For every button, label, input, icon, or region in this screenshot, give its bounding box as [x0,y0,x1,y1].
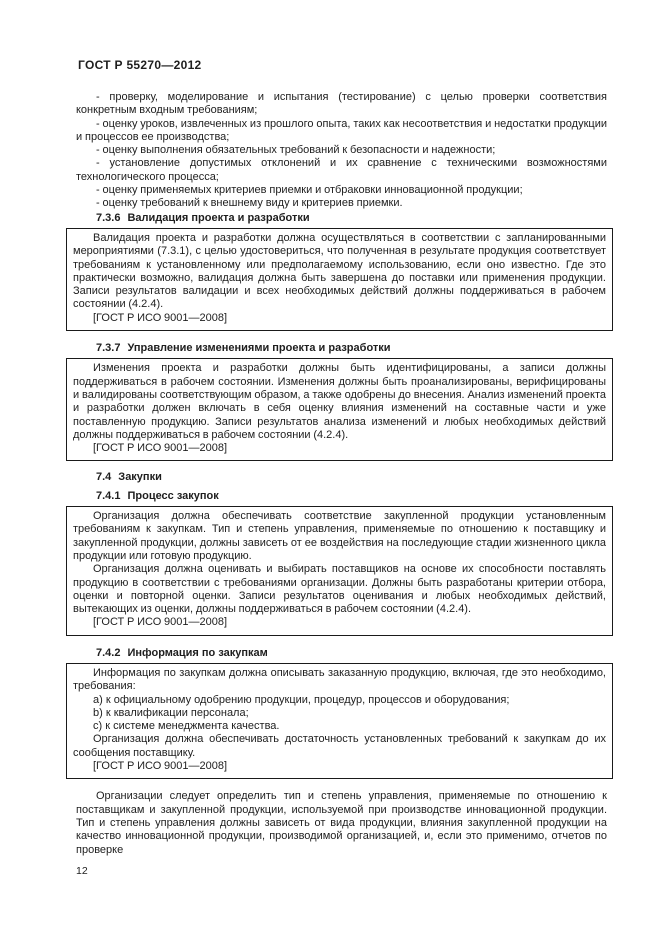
quote-source: [ГОСТ Р ИСО 9001—2008] [93,311,228,324]
quote-source: [ГОСТ Р ИСО 9001—2008] [93,442,228,455]
quote-box-purchasing-process [66,506,613,636]
document-content [73,58,607,878]
section-heading-7-3-7 [76,342,607,355]
quote-list-item: b) к квалификации персонала; [93,706,249,719]
section-title: Процесс закупок [127,489,219,502]
quote-box-purchasing-information [66,663,613,779]
section-number: 7.3.7 [96,342,121,355]
quote-box-change-management [66,358,613,461]
section-heading-7-4 [76,471,607,484]
section-heading-7-4-1 [76,490,607,503]
list-item: - оценку уроков, извлеченных из прошлого опыта, таких как несоответствия и недостатки продукции и процессов ее производства; [76,117,607,143]
section-number: 7.4.2 [96,646,121,659]
running-header: ГОСТ Р 55270—2012 [78,58,202,72]
section-title: Закупки [118,471,162,484]
list-item: - оценку применяемых критериев приемки и отбраковки инновационной продукции; [96,184,523,197]
section-heading-7-4-2 [76,647,607,660]
section-number: 7.4 [96,471,112,484]
section-title: Управление изменениями проекта и разработки [127,342,391,355]
list-item: - оценку требований к внешнему виду и критериев приемки. [96,197,403,210]
quote-paragraph: Организация должна обеспечивать достаточность установленных требований к закупкам до их сообщения поставщику. [73,733,606,759]
quote-paragraph: Изменения проекта и разработки должны быть идентифицированы, а записи должны поддерживаться в рабочем состоянии. Изменения должны быть проанализированы, верифицированы и валидированы соответствующим образом, а также одобрены до внесения. Анализ изменений проекта и разработки должен включать в себя оценку влияния изменений на составные части и уже поставленную продукцию. Записи результатов анализа изменений и любых необходимых действий должны поддерживаться в рабочем состоянии (4.2.4). [73,362,606,441]
quote-source: [ГОСТ Р ИСО 9001—2008] [93,760,228,773]
closing-paragraph: Организации следует определить тип и степень управления, применяемые по отношению к поставщикам и закупленной продукции, используемой при производстве инновационной продукции. Тип и степень управления должны зависеть от вида продукции, влияния закупленной продукции на качество инновационной продукции, производимой организацией, и, если это применимо, отчетов по проверке [76,790,607,856]
quote-paragraph: Организация должна обеспечивать соответствие закупленной продукции установленным требованиям к закупкам. Тип и степень управления, применяемые по отношению к поставщику и закупленной продукции, должны зависеть от ее воздействия на последующие стадии жизненного цикла продукции или готовую продукцию. [73,510,606,562]
quote-paragraph: Организация должна оценивать и выбирать поставщиков на основе их способности поставлять продукцию в соответствии с требованиями организации. Должны быть разработаны критерии отбора, оценки и повторной оценки. Записи результатов оценивания и любых необходимых действий, вытекающих из оценки, должны поддерживаться в рабочем состоянии (4.2.4). [73,563,606,616]
quote-source: [ГОСТ Р ИСО 9001—2008] [93,616,228,629]
list-item: - установление допустимых отклонений и их сравнение с техническими возможностями технологического процесса; [76,157,607,183]
quote-list-item: c) к системе менеджмента качества. [93,720,280,733]
section-number: 7.3.6 [96,211,121,224]
section-title: Валидация проекта и разработки [127,211,310,224]
quote-paragraph: Информация по закупкам должна описывать заказанную продукцию, включая, где это необходимо, требования: [73,666,606,693]
list-item: - проверку, моделирование и испытания (тестирование) с целью проверки соответствия конкретным входным требованиям; [76,91,607,117]
section-title: Информация по закупкам [127,646,268,659]
page-number: 12 [76,864,88,877]
section-heading-7-3-6 [76,212,607,225]
quote-paragraph: Валидация проекта и разработки должна осуществляться в соответствии с запланированными мероприятиями (7.3.1), с целью удостовериться, что полученная в результате продукция соответствует требованиям к установленному или предполагаемому использованию, если оно известно. Где это практически возможно, валидация должна быть завершена до поставки или применения продукции. Записи результатов валидации и всех необходимых действий должны поддерживаться в рабочем состоянии (4.2.4). [73,231,606,311]
list-item: - оценку выполнения обязательных требований к безопасности и надежности; [96,144,496,157]
quote-list-item: a) к официальному одобрению продукции, процедур, процессов и оборудования; [93,693,510,706]
quote-box-validation [66,228,613,331]
section-number: 7.4.1 [96,489,121,502]
